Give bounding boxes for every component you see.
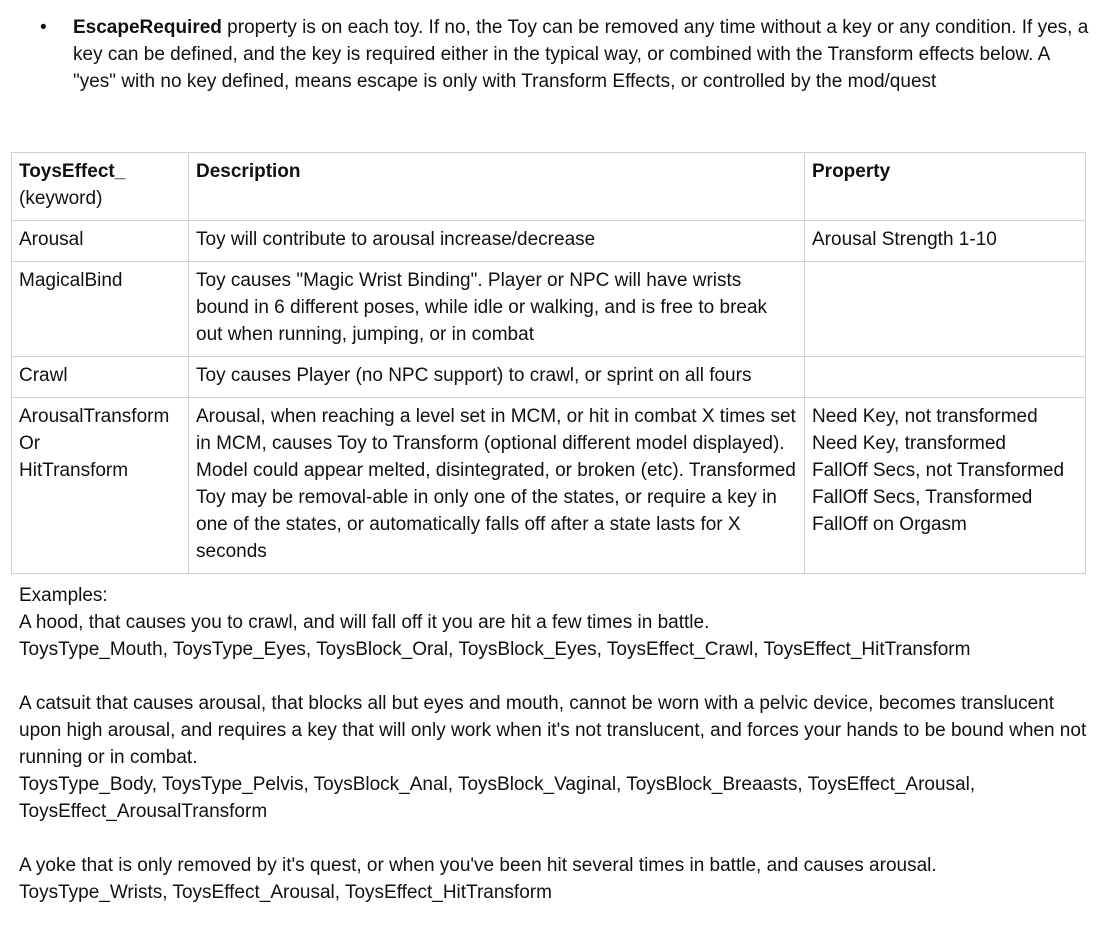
table-row (12, 221, 1086, 262)
toys-effect-table (11, 152, 1086, 574)
example-keywords: ToysType_Body, ToysType_Pelvis, ToysBlock_Anal, ToysBlock_Vaginal, ToysBlock_Breaasts, ToysEffect_Arousal, ToysEffect_ArousalTransform (19, 774, 976, 822)
example-item (19, 690, 1089, 825)
cell-effect: Arousal (12, 221, 189, 262)
cell-description: Toy causes "Magic Wrist Binding". Player or NPC will have wrists bound in 6 different poses, while idle or walking, and is free to break out when running, jumping, or in combat (189, 262, 805, 357)
cell-description: Arousal, when reaching a level set in MCM, or hit in combat X times set in MCM, causes Toy to Transform (optional different model displayed). Model could appear melted, disintegrated, or broken (etc). Transformed Toy may be removal-able in only one of the states, or require a key in one of the states, or automatically falls off after a state lasts for X seconds (189, 398, 805, 574)
cell-property (805, 262, 1086, 357)
cell-property: Arousal Strength 1-10 (805, 221, 1086, 262)
bullet-term: EscapeRequired (73, 17, 222, 38)
example-item (19, 852, 1089, 906)
escape-required-bullet (40, 14, 1090, 95)
header-property: Property (805, 153, 1086, 221)
example-keywords: ToysType_Mouth, ToysType_Eyes, ToysBlock_Oral, ToysBlock_Eyes, ToysEffect_Crawl, ToysEffect_HitTransform (19, 639, 971, 660)
header-description: Description (189, 153, 805, 221)
table-row (12, 357, 1086, 398)
example-description: A hood, that causes you to crawl, and will fall off it you are hit a few times in battle. (19, 612, 710, 633)
table-header-row (12, 153, 1086, 221)
example-item (19, 609, 1089, 663)
example-keywords: ToysType_Wrists, ToysEffect_Arousal, ToysEffect_HitTransform (19, 882, 552, 903)
header-effect-subtitle: (keyword) (19, 188, 103, 209)
cell-description: Toy will contribute to arousal increase/decrease (189, 221, 805, 262)
cell-property: Need Key, not transformed Need Key, transformed FallOff Secs, not Transformed FallOff Secs, Transformed FallOff on Orgasm (805, 398, 1086, 574)
header-effect (12, 153, 189, 221)
cell-effect: ArousalTransform Or HitTransform (12, 398, 189, 574)
header-effect-keyword: ToysEffect_ (19, 161, 126, 182)
cell-effect: Crawl (12, 357, 189, 398)
cell-property (805, 357, 1086, 398)
examples-section (19, 582, 1089, 933)
example-description: A catsuit that causes arousal, that blocks all but eyes and mouth, cannot be worn with a pelvic device, becomes translucent upon high arousal, and requires a key that will only work when it's not translucent, and forces your hands to be bound when not running or in combat. (19, 693, 1087, 768)
bullet-paragraph (73, 14, 1090, 95)
examples-heading: Examples: (19, 585, 108, 606)
bullet-body: property is on each toy. If no, the Toy can be removed any time without a key or any condition. If yes, a key can be defined, and the key is required either in the typical way, or combined with the Transform effects below. A "yes" with no key defined, means escape is only with Transform Effects, or controlled by the mod/quest (73, 17, 1089, 92)
bullet-dot-icon: • (40, 17, 47, 38)
cell-description: Toy causes Player (no NPC support) to crawl, or sprint on all fours (189, 357, 805, 398)
table-row (12, 262, 1086, 357)
table-row (12, 398, 1086, 574)
cell-effect: MagicalBind (12, 262, 189, 357)
example-description: A yoke that is only removed by it's quest, or when you've been hit several times in battle, and causes arousal. (19, 855, 937, 876)
